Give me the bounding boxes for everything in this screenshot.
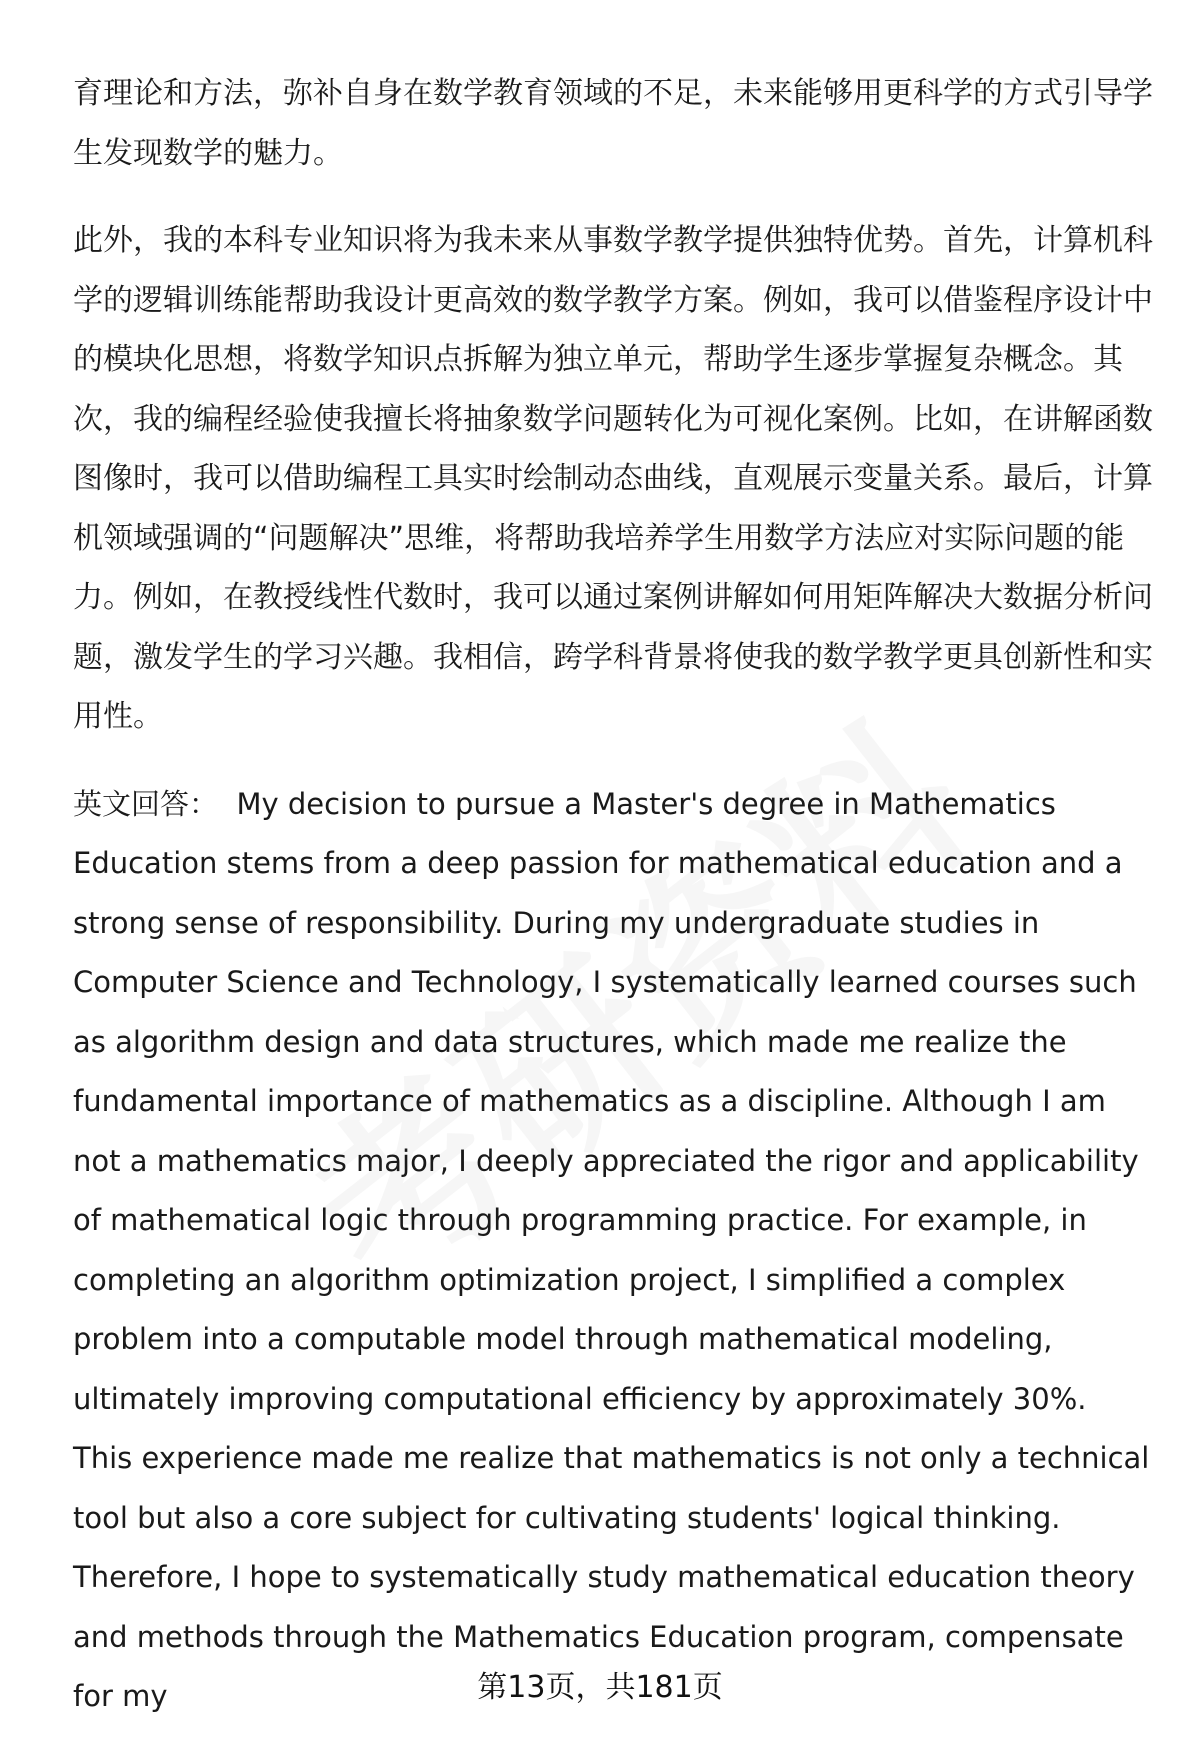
paragraph-advantages: 此外，我的本科专业知识将为我未来从事数学教学提供独特优势。首先，计算机科学的逻辑训练能帮助我设计更高效的数学教学方案。例如，我可以借鉴程序设计中的模块化思想，将数学知识点拆解为独立单元，帮助学生逐步掌握复杂概念。其次，我的编程经验使我擅长将抽象数学问题转化为可视化案例。比如，在讲解函数图像时，我可以借助编程工具实时绘制动态曲线，直观展示变量关系。最后，计算机领域强调的“问题解决”思维，将帮助我培养学生用数学方法应对实际问题的能力。例如，在教授线性代数时，我可以通过案例讲解如何用矩阵解决大数据分析问题，激发学生的学习兴趣。我相信，跨学科背景将使我的数学教学更具创新性和实用性。: [73, 223, 1153, 734]
english-answer-text: My decision to pursue a Master's degree in Mathematics Education stems from a deep passion for mathematical education and a strong sense of responsibility. During my undergraduate studies in Computer Science and Technology, I systematically learned courses such as algorithm design and data structures, which made me realize the fundamental importance of mathematics as a discipline. Although I am not a mathematics major, I deeply appreciated the rigor and applicability of mathematical logic through programming practice. For example, in completing an algorithm optimization project, I simplified a complex problem into a computable model through mathematical modeling, ultimately improving computational efficiency by approximately 30%. This experience made me realize that mathematics is not only a technical tool but also a core subject for cultivating students' logical thinking. Therefore, I hope to systematically study mathematical education theory and methods through the Mathematics Education program, compensate for my: [73, 786, 1150, 1713]
document-body: [73, 64, 1153, 1727]
english-answer-label: 英文回答：: [73, 786, 219, 821]
page-number: 第13页，共181页: [477, 1670, 723, 1705]
paragraph-english-answer: [73, 775, 1153, 1727]
paragraph-continuation: 育理论和方法，弥补自身在数学教育领域的不足，未来能够用更科学的方式引导学生发现数学的魅力。: [73, 76, 1153, 171]
